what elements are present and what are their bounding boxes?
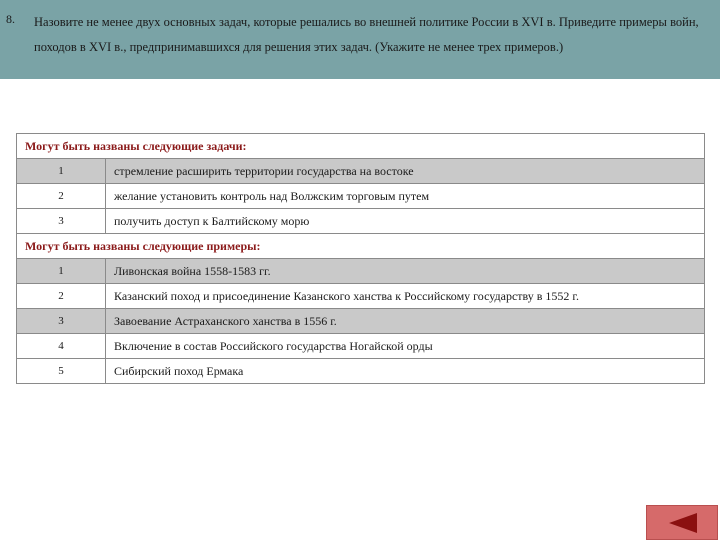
row-number: 4 — [17, 334, 106, 359]
row-text: получить доступ к Балтийскому морю — [106, 209, 705, 234]
row-number: 1 — [17, 259, 106, 284]
row-number: 3 — [17, 209, 106, 234]
table-row — [17, 209, 705, 234]
row-number: 5 — [17, 359, 106, 384]
triangle-left-icon — [667, 512, 699, 534]
table-row — [17, 334, 705, 359]
table-row — [17, 159, 705, 184]
table-row — [17, 259, 705, 284]
tasks-heading: Могут быть названы следующие задачи: — [17, 134, 705, 159]
examples-heading: Могут быть названы следующие примеры: — [17, 234, 705, 259]
row-number: 2 — [17, 184, 106, 209]
tasks-heading-row — [17, 134, 705, 159]
table-row — [17, 359, 705, 384]
question-text: Назовите не менее двух основных задач, которые решались во внешней политике России в XVI в. Приведите примеры войн, походов в XVI в., предпринимавшихся для решения этих задач. (Укажите не менее трех примеров.) — [34, 15, 699, 54]
table-row — [17, 284, 705, 309]
table-row — [17, 309, 705, 334]
question-banner — [0, 0, 720, 79]
question-number: 8. — [6, 12, 15, 26]
row-text: Завоевание Астраханского ханства в 1556 г. — [106, 309, 705, 334]
row-text: Сибирский поход Ермака — [106, 359, 705, 384]
row-text: желание установить контроль над Волжским торговым путем — [106, 184, 705, 209]
row-number: 3 — [17, 309, 106, 334]
row-number: 1 — [17, 159, 106, 184]
back-button[interactable] — [646, 505, 718, 540]
row-text: стремление расширить территории государства на востоке — [106, 159, 705, 184]
table-row — [17, 184, 705, 209]
answer-table — [16, 133, 705, 384]
row-number: 2 — [17, 284, 106, 309]
row-text: Включение в состав Российского государства Ногайской орды — [106, 334, 705, 359]
row-text: Ливонская война 1558-1583 гг. — [106, 259, 705, 284]
row-text: Казанский поход и присоединение Казанского ханства к Российскому государству в 1552 г. — [106, 284, 705, 309]
examples-heading-row — [17, 234, 705, 259]
